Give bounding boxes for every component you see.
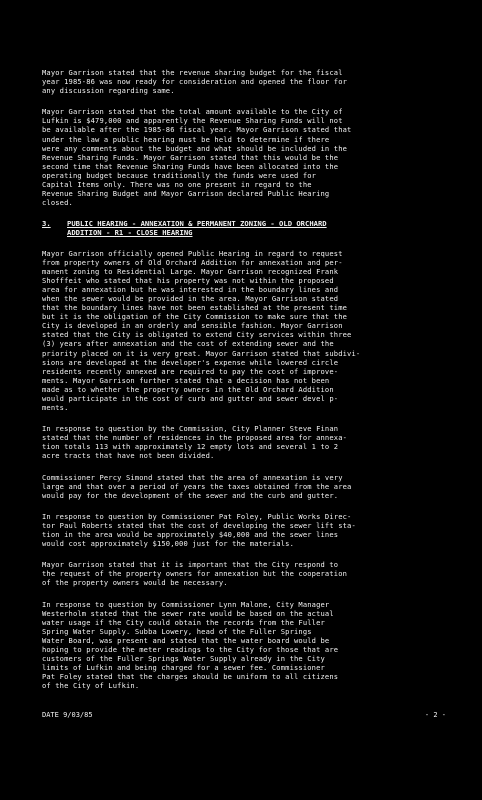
paragraph-line: closed. [42, 198, 73, 208]
paragraph-line: Mayor Garrison stated that it is important that the City respond to [42, 560, 339, 570]
agenda-item-heading [42, 219, 446, 237]
paragraphs-bottom [42, 249, 446, 691]
paragraphs-top [42, 68, 446, 207]
agenda-item-title-line: PUBLIC HEARING - ANNEXATION & PERMANENT ZONING - OLD ORCHARD [67, 219, 327, 229]
paragraph-line: second time that Revenue Sharing Funds have been allocated into the [42, 161, 339, 171]
paragraph-line: would pay for the development of the sewer and the curb and gutter. [42, 490, 339, 500]
paragraph-line: any discussion regarding same. [42, 86, 175, 96]
paragraph-line: manent zoning to Residential Large. Mayor Garrison recognized Frank [42, 266, 339, 276]
paragraph [42, 249, 446, 413]
paragraph-line: Shofffeit who stated that his property was not within the proposed [42, 275, 334, 285]
paragraph-line: Pat Foley stated that the charges should be uniform to all citizens [42, 672, 339, 682]
page-footer [42, 711, 446, 720]
agenda-item-number: 3. [42, 219, 51, 229]
paragraph-line: residents recently annexed are required to pay the cost of improve- [42, 366, 339, 376]
paragraph-line: tor Paul Roberts stated that the cost of developing the sewer lift sta- [42, 520, 356, 530]
agenda-item-title [67, 219, 327, 237]
paragraph-line: acre tracts that have not been divided. [42, 451, 215, 461]
paragraph [42, 424, 446, 460]
paragraph-line: but it is the obligation of the City Commission to make sure that the [42, 312, 348, 322]
paragraph-line: (3) years after annexation and the cost of extending sewer and the [42, 339, 334, 349]
paragraph-line: Capital Items only. There was no one present in regard to the [42, 180, 312, 190]
paragraph-line: were any comments about the budget and what should be included in the [42, 143, 348, 153]
paragraph-line: water usage if the City could obtain the records from the Fuller [42, 617, 325, 627]
paragraph-line: Mayor Garrison stated that the total amount available to the City of [42, 107, 343, 117]
paragraph-line: Mayor Garrison officially opened Public Hearing in regard to request [42, 248, 343, 258]
page-number: - 2 - [424, 711, 446, 719]
paragraph [42, 600, 446, 691]
paragraph-line: priority placed on it is very great. Mayor Garrison stated that subdivi- [42, 348, 361, 358]
paragraph-line: stated that the number of residences in the proposed area for annexa- [42, 433, 348, 443]
paragraph-line: would participate in the cost of curb and gutter and sewer devel p- [42, 394, 339, 403]
paragraph-line: that the boundary lines have not been established at the present time [42, 303, 348, 313]
paragraph-line: Lufkin is $479,000 and apparently the Revenue Sharing Funds will not [42, 116, 343, 126]
paragraph-line: sions are developed at the developer's expense while lowered circle [42, 357, 339, 367]
paragraph-line: from property owners of Old Orchard Addition for annexation and per- [42, 257, 343, 267]
paragraph-line: In response to question by Commissioner Pat Foley, Public Works Direc- [42, 511, 352, 521]
paragraph-line: Revenue Sharing Funds. Mayor Garrison stated that this would be the [42, 152, 339, 162]
paragraph-line: customers of the Fuller Springs Water Supply already in the City [42, 654, 325, 664]
paragraph-line: City is developed in an orderly and sensible fashion. Mayor Garrison [42, 321, 343, 331]
agenda-item-title-line: ADDITION - R1 - CLOSE HEARING [67, 228, 193, 238]
paragraph-line: Westerholm stated that the sewer rate would be based on the actual [42, 608, 334, 618]
paragraph-line: large and that over a period of years the taxes obtained from the area [42, 481, 352, 491]
paragraph-line: hoping to provide the meter readings to the City for those that are [42, 644, 339, 654]
paragraph-line: stated that the City is obligated to extend City services within three [42, 330, 352, 340]
paragraph-line: of the City of Lufkin. [42, 681, 140, 691]
paragraph-line: ments. Mayor Garrison further stated that a decision has not been [42, 375, 330, 385]
paragraph-line: In response to question by the Commission, City Planner Steve Finan [42, 424, 339, 434]
paragraph-line: area for annexation but he was interested in the boundary lines and [42, 284, 339, 294]
paragraph-line: tion totals 113 with approximately 12 empty lots and several 1 to 2 [42, 442, 339, 452]
paragraph [42, 68, 446, 95]
paragraph-line: Water Board, was present and stated that the water board would be [42, 635, 330, 645]
paragraph-line: In response to question by Commissioner Lynn Malone, City Manager [42, 599, 330, 609]
paragraph-line: of the property owners would be necessary. [42, 578, 228, 588]
paragraph-line: Mayor Garrison stated that the revenue sharing budget for the fiscal [42, 68, 343, 77]
paragraph-line: Spring Water Supply. Subba Lowery, head of the Fuller Springs [42, 626, 312, 636]
paragraph [42, 512, 446, 548]
footer-date: DATE 9/03/85 [42, 711, 93, 719]
paragraph-line: made as to whether the property owners in the Old Orchard Addition [42, 384, 334, 394]
paragraph [42, 473, 446, 500]
paragraph [42, 107, 446, 207]
paragraph-line: ments. [42, 403, 69, 413]
paragraph-line: tion in the area would be approximately $40,000 and the sewer lines [42, 530, 339, 540]
paragraph-line: the request of the property owners for annexation but the cooperation [42, 569, 348, 579]
paragraph [42, 560, 446, 587]
paragraph-line: year 1985-86 was now ready for consideration and opened the floor for [42, 77, 348, 87]
paragraph-line: when the sewer would be provided in the area. Mayor Garrison stated [42, 293, 339, 303]
document-page [42, 68, 446, 702]
paragraph-line: under the law a public hearing must be held to determine if there [42, 134, 330, 144]
paragraph-line: be available after the 1985-86 fiscal year. Mayor Garrison stated that [42, 125, 352, 135]
paragraph-line: limits of Lufkin and being charged for a sewer fee. Commissioner [42, 663, 325, 673]
paragraph-line: Revenue Sharing Budget and Mayor Garrison declared Public Hearing [42, 189, 330, 199]
paragraph-line: would cost approximately $150,000 just for the materials. [42, 539, 294, 549]
paragraph-line: Commissioner Percy Simond stated that the area of annexation is very [42, 472, 343, 482]
paragraph-line: operating budget because traditionally the funds were used for [42, 170, 317, 180]
